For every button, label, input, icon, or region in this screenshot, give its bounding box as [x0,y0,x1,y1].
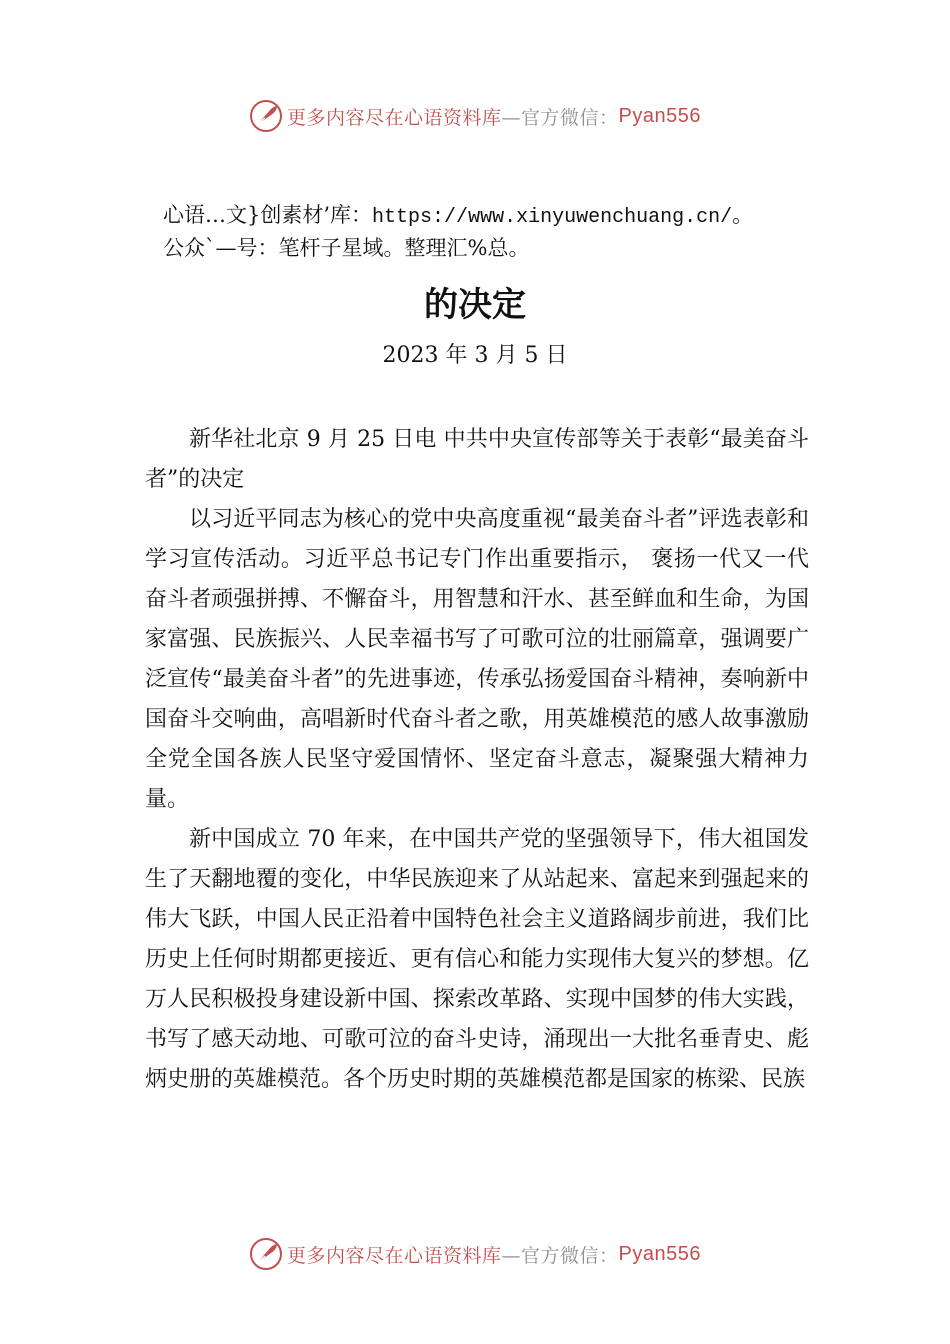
source-line-2: 公众`—号：笔杆子星域。整理汇%总。 [163,236,530,260]
watermark-brand: 更多内容尽在心语资料库 [287,106,502,129]
footer-watermark [0,1234,950,1274]
watermark-wechat-id: Pyan556 [618,104,701,127]
source-url: https://www.xinyuwenchuang.cn/ [372,206,733,229]
body-paragraph: 新华社北京 9 月 25 日电 中共中央宣传部等关于表彰“最美奋斗者”的决定 [145,427,809,492]
quill-pen-logo-icon [249,1237,283,1271]
watermark-contact: —官方微信： [501,106,619,129]
document-date: 2023 年 3 月 5 日 [382,343,568,368]
document-body [145,420,809,1100]
document-title: 的决定 [424,285,526,325]
source-line-1-prefix: 心语…文}创素材’库： [163,203,373,227]
source-line-1 [163,200,863,233]
source-note [163,200,863,264]
source-line-1-suffix: 。 [732,203,754,227]
body-paragraph: 新中国成立 70 年来，在中国共产党的坚强领导下，伟大祖国发生了天翻地覆的变化，中华民族迎来了从站起来、富起来到强起来的伟大飞跃，中国人民正沿着中国特色社会主义道路阔步前进，我们比历史上任何时期都更接近、更有信心和能力实现伟大复兴的梦想。亿万人民积极投身建设新中国、探索改革路、实现中国梦的伟大实践，书写了感天动地、可歌可泣的奋斗史诗，涌现出一大批名垂青史、彪炳史册的英雄模范。各个历史时期的英雄模范都是国家的栋梁、民族 [145,827,809,1092]
header-watermark [0,96,950,136]
watermark-contact: —官方微信： [501,1244,619,1267]
body-paragraph: 以习近平同志为核心的党中央高度重视“最美奋斗者”评选表彰和学习宣传活动。习近平总书记专门作出重要指示， 褒扬一代又一代奋斗者顽强拼搏、不懈奋斗，用智慧和汗水、甚至鲜血和生命，为国家富强、民族振兴、人民幸福书写了可歌可泣的壮丽篇章，强调要广泛宣传“最美奋斗者”的先进事迹，传承弘扬爱国奋斗精神，奏响新中国奋斗交响曲，高唱新时代奋斗者之歌，用英雄模范的感人故事激励全党全国各族人民坚守爱国情怀、坚定奋斗意志，凝聚强大精神力量。 [145,507,809,812]
quill-pen-logo-icon [249,99,283,133]
watermark-wechat-id: Pyan556 [618,1242,701,1265]
watermark-brand: 更多内容尽在心语资料库 [287,1244,502,1267]
